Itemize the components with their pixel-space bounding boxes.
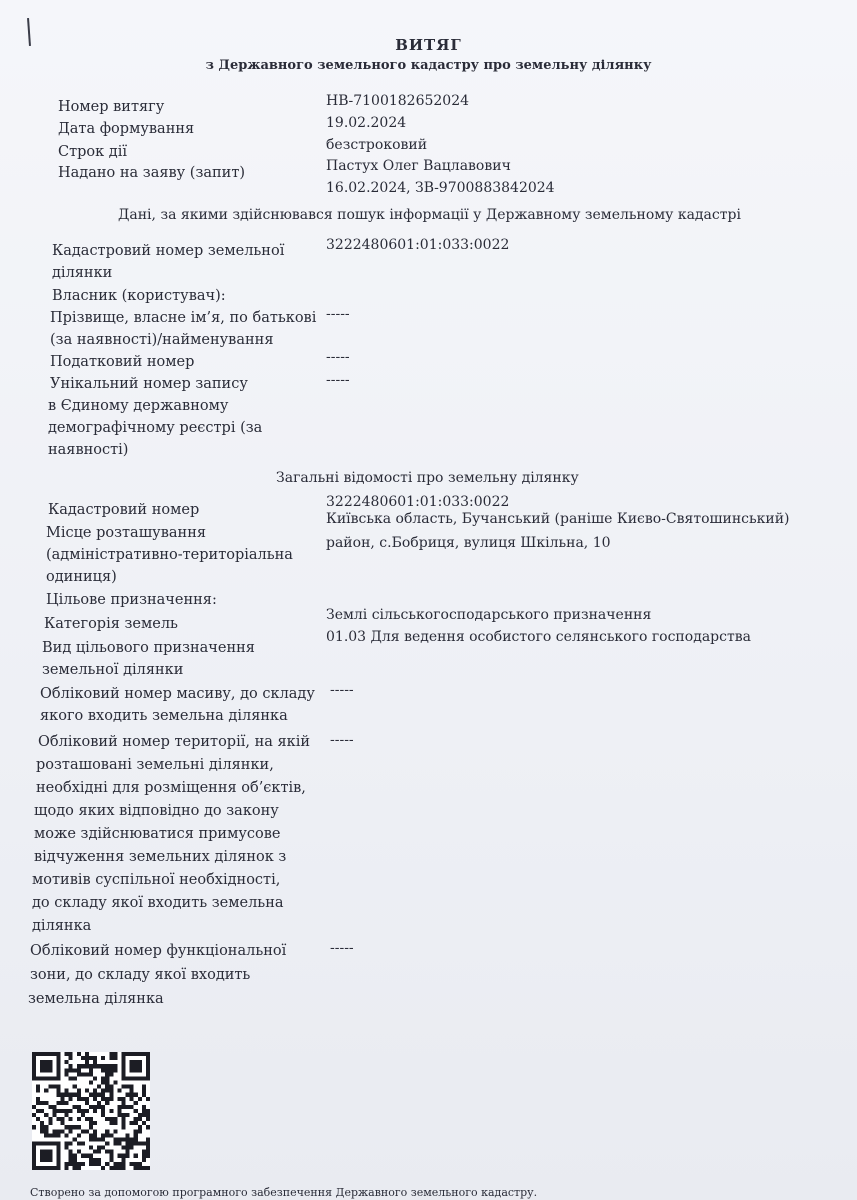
document-subtitle: з Державного земельного кадастру про земельну ділянку: [205, 58, 652, 73]
location-label: Місце розташування: [46, 525, 207, 541]
document-title: ВИТЯГ: [395, 36, 462, 54]
unique-record-label-3: демографічному реєстрі (за: [48, 420, 263, 436]
territory-value: -----: [330, 732, 354, 748]
general-section-heading: Загальні відомості про земельну ділянку: [276, 470, 579, 486]
tax-number-value: -----: [326, 349, 350, 365]
territory-label-5: може здійснюватися примусове: [34, 826, 281, 842]
territory-label: Обліковий номер території, на якій: [38, 734, 311, 750]
location-label-3: одиниця): [46, 569, 117, 585]
owner-label: Власник (користувач):: [52, 288, 226, 304]
kind-label-2: земельної ділянки: [42, 662, 184, 678]
zone-value: -----: [330, 940, 354, 956]
search-cadastral-value: 3222480601:01:033:0022: [326, 237, 510, 253]
territory-label-2: розташовані земельні ділянки,: [36, 757, 274, 773]
kind-label: Вид цільового призначення: [42, 640, 255, 656]
extract-number-value: НВ-7100182652024: [326, 93, 470, 109]
extract-applicant-label: Надано на заяву (запит): [58, 165, 246, 181]
territory-label-9: ділянка: [32, 918, 92, 934]
general-cadastral-value: 3222480601:01:033:0022: [326, 494, 510, 510]
location-label-2: (адміністративно-територіальна: [46, 547, 293, 563]
category-value: Землі сільськогосподарського призначення: [326, 607, 652, 623]
qr-modules: [32, 1052, 150, 1170]
extract-term-value: безстроковий: [326, 137, 428, 153]
unique-record-value: -----: [326, 372, 350, 388]
extract-applicant-name: Пастух Олег Вацлавович: [326, 158, 511, 174]
qr-code: [32, 1052, 150, 1170]
tax-number-label: Податковий номер: [50, 354, 195, 370]
extract-number-label: Номер витягу: [58, 99, 165, 115]
unique-record-label-4: наявності): [48, 442, 129, 458]
zone-label: Обліковий номер функціональної: [30, 943, 287, 959]
territory-label-7: мотивів суспільної необхідності,: [32, 872, 281, 888]
zone-label-3: земельна ділянка: [28, 991, 164, 1007]
territory-label-4: щодо яких відповідно до закону: [34, 803, 279, 819]
search-section-heading: Дані, за якими здійснювався пошук інформації у Державному земельному кадастрі: [118, 207, 741, 223]
qr-code-graphic: [32, 1052, 150, 1170]
kind-value: 01.03 Для ведення особистого селянського господарства: [326, 629, 751, 645]
search-cadastral-label: Кадастровий номер земельної: [52, 243, 285, 259]
territory-label-8: до складу якої входить земельна: [32, 895, 284, 911]
territory-label-3: необхідні для розміщення об’єктів,: [36, 780, 306, 796]
location-value: Київська область, Бучанський (раніше Києво-Святошинський): [326, 511, 790, 527]
owner-name-label-2: (за наявності)/найменування: [50, 332, 274, 348]
search-cadastral-label-2: ділянки: [52, 265, 113, 281]
unique-record-label-2: в Єдиному державному: [48, 398, 229, 414]
massif-label: Обліковий номер масиву, до складу: [40, 686, 315, 702]
extract-applicant-request: 16.02.2024, ЗВ-9700883842024: [326, 180, 555, 196]
unique-record-label: Унікальний номер запису: [50, 376, 248, 392]
extract-term-label: Строк дії: [58, 144, 128, 160]
general-cadastral-label: Кадастровий номер: [48, 502, 200, 518]
owner-name-value: -----: [326, 306, 350, 322]
zone-label-2: зони, до складу якої входить: [30, 967, 251, 983]
category-label: Категорія земель: [44, 616, 178, 632]
purpose-label: Цільове призначення:: [46, 592, 217, 608]
extract-date-label: Дата формування: [58, 121, 195, 137]
extract-date-value: 19.02.2024: [326, 115, 407, 131]
location-value-2: район, с.Бобриця, вулиця Шкільна, 10: [326, 535, 611, 551]
owner-name-label: Прізвище, власне ім’я, по батькові: [50, 310, 317, 326]
territory-label-6: відчуження земельних ділянок з: [34, 849, 287, 865]
footer-note: Створено за допомогою програмного забезпечення Державного земельного кадастру.: [30, 1186, 538, 1199]
massif-value: -----: [330, 682, 354, 698]
massif-label-2: якого входить земельна ділянка: [40, 708, 288, 724]
